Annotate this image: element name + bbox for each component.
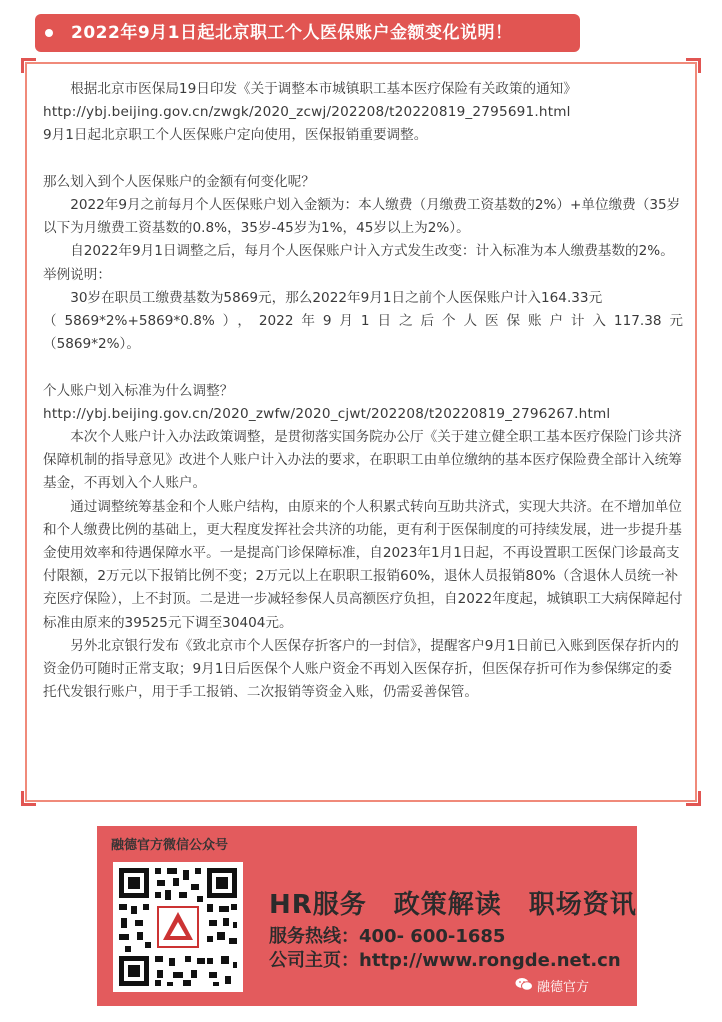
after-change-paragraph: 自2022年9月1日调整之后，每月个人医保账户计入方式发生改变：计入标准为本人缴费基数的2%。 — [70, 243, 674, 260]
faq-link[interactable]: http://ybj.beijing.gov.cn/2020_zwfw/2020_cjwt/202208/t20220819_2796267.html — [43, 405, 611, 422]
reason-paragraph: 本次个人账户计入办法政策调整，是贯彻落实国务院办公厅《关于建立健全职工基本医疗保险门诊共济保障机制的指导意见》改进个人账户计入办法的要求，在职职工由单位缴纳的基本医疗保险费全部计入统筹基金，不再划入个人账户。 — [43, 429, 682, 492]
frame-corner-bottom-right — [686, 791, 701, 806]
structure-paragraph: 通过调整统筹基金和个人账户结构，由原来的个人积累式转向互助共济式，实现大共济。在不增加单位和个人缴费比例的基础上，更大程度发挥社会共济的功能，更有利于医保制度的可持续发展，进一步提升基金使用效率和待遇保障水平。一是提高门诊保障标准，自2023年1月1日起，不再设置职工医保门诊最高支付限额，2万元以下报销比例不变；2万元以上在职职工报销60%，退休人员报销80%（含退休人员统一补充医疗保险），上不封顶。二是进一步减轻参保人员高额医疗负担，自2022年度起，城镇职工大病保障起付标准由原来的39525元下调至30404元。 — [43, 498, 683, 631]
article-body — [43, 78, 683, 704]
qr-code[interactable] — [113, 862, 243, 992]
frame-corner-bottom-left — [21, 791, 36, 806]
frame-corner-top-right — [686, 58, 701, 73]
before-change-paragraph: 2022年9月之前每月个人医保账户划入金额为：本人缴费（月缴费工资基数的2%）+单位缴费（35岁以下为月缴费工资基数的0.8%，35岁-45岁为1%，45岁以上为2%）。 — [43, 197, 681, 237]
bank-notice-paragraph: 另外北京银行发布《致北京市个人医保存折客户的一封信》，提醒客户9月1日前已入账到医保存折内的资金仍可随时正常支取；9月1日后医保个人账户资金不再划入医保存折，但医保存折可作为参保绑定的委托代发银行账户，用于手工报销、二次报销等资金入账，仍需妥善保管。 — [43, 637, 679, 701]
wechat-account — [515, 976, 589, 995]
example-label: 举例说明： — [43, 266, 111, 283]
page-title: 2022年9月1日起北京职工个人医保账户金额变化说明！ — [71, 23, 513, 43]
question-heading: 个人账户划入标准为什么调整？ — [43, 382, 234, 399]
example-line: （5869*2%）。 — [43, 336, 140, 353]
banner-heading: 融德官方微信公众号 — [111, 838, 229, 853]
qr-code-icon — [113, 862, 243, 992]
company-homepage[interactable]: 公司主页：http://www.rongde.net.cn — [269, 950, 621, 971]
wechat-label: 融德官方 — [537, 980, 590, 995]
frame-corner-top-left — [21, 58, 36, 73]
spacer — [43, 148, 683, 171]
wechat-icon — [515, 977, 533, 995]
summary-paragraph: 9月1日起北京职工个人医保账户定向使用，医保报销重要调整。 — [43, 127, 428, 144]
service-hotline: 服务热线：400- 600-1685 — [269, 926, 506, 947]
spacer — [43, 356, 683, 379]
banner-tagline: HR服务 政策解读 职场资讯 — [269, 890, 637, 920]
bullet-dot-icon — [45, 29, 53, 37]
intro-paragraph: 根据北京市医保局19日印发《关于调整本市城镇职工基本医疗保险有关政策的通知》 — [70, 81, 577, 97]
title-banner — [35, 14, 580, 52]
example-line: 30岁在职员工缴费基数为5869元，那么2022年9月1日之前个人医保账户计入164.33元 — [70, 289, 603, 306]
notice-link[interactable]: http://ybj.beijing.gov.cn/zwgk/2020_zcwj/202208/t20220819_2795691.html — [43, 104, 571, 121]
example-line: （5869*2%+5869*0.8%），2022年9月1日之后个人医保账户计入117.38元 — [43, 313, 683, 330]
question-heading: 那么划入到个人医保账户的金额有何变化呢？ — [43, 173, 315, 190]
promo-banner — [97, 826, 637, 1006]
